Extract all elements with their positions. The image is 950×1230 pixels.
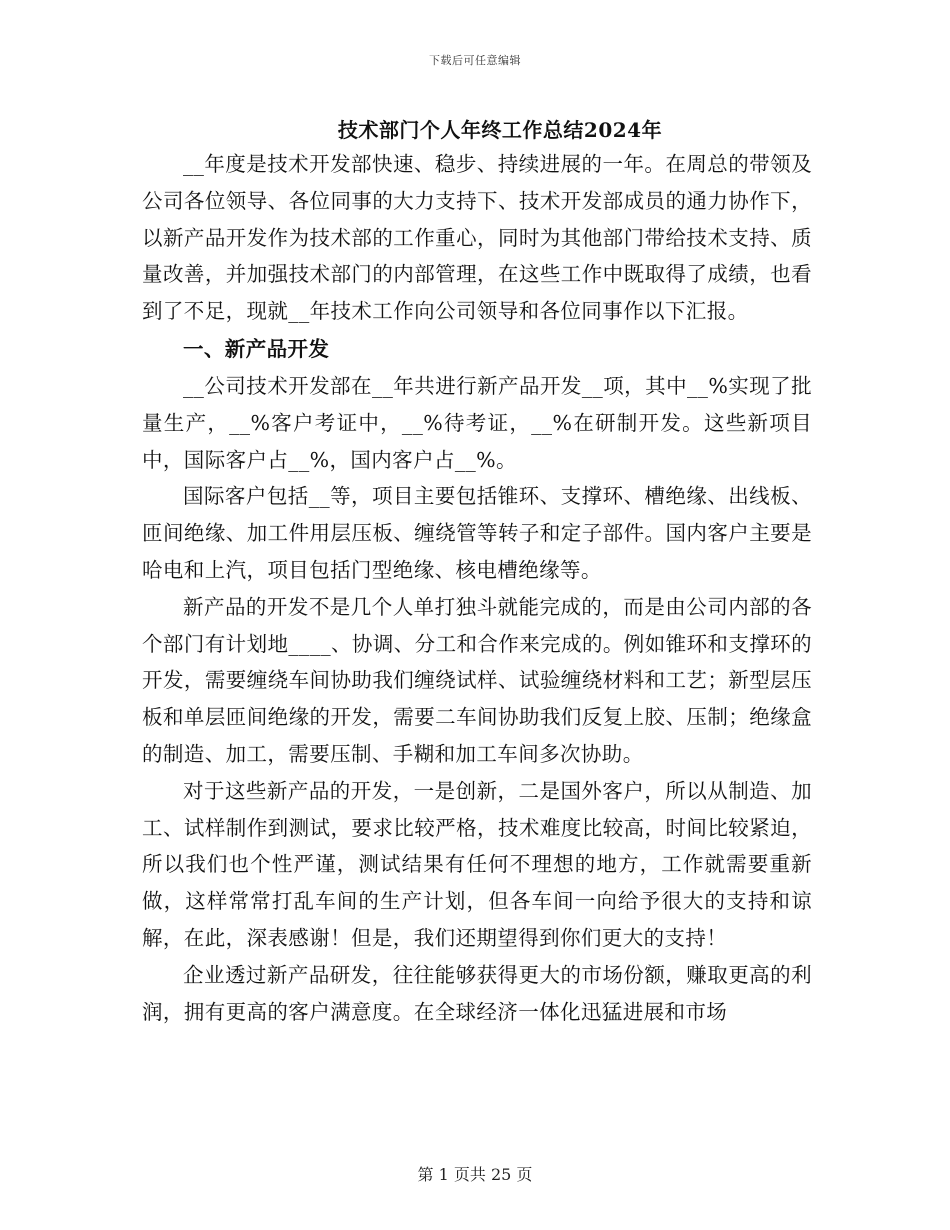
body-paragraph: 对于这些新产品的开发，一是创新，二是国外客户，所以从制造、加工、试样制作到测试，要求比较严格，技术难度比较高，时间比较紧迫，所以我们也个性严谨，测试结果有任何不理想的地方，工作就需要重新做，这样常常打乱车间的生产计划，但各车间一向给予很大的支持和谅解，在此，深表感谢！但是，我们还期望得到你们更大的支持！ bbox=[142, 778, 812, 950]
document-title: 技术部门个人年终工作总结2024年 bbox=[337, 118, 663, 142]
body-paragraph: 新产品的开发不是几个人单打独斗就能完成的，而是由公司内部的各个部门有计划地____、协调、分工和合作来完成的。例如锥环和支撑环的开发，需要缠绕车间协助我们缠绕试样、试验缠绕材料和工艺；新型层压板和单层匝间绝缘的开发，需要二车间协助我们反复上胶、压制；绝缘盒的制造、加工，需要压制、手糊和加工车间多次协助。 bbox=[142, 594, 812, 766]
page-number: 第 1 页共 25 页 bbox=[417, 1165, 533, 1184]
section-heading: 一、新产品开发 bbox=[183, 336, 330, 361]
intro-paragraph: __年度是技术开发部快速、稳步、持续进展的一年。在周总的带领及公司各位领导、各位同事的大力支持下、技术开发部成员的通力协作下，以新产品开发作为技术部的工作重心，同时为其他部门带给技术支持、质量改善，并加强技术部门的内部管理，在这些工作中既取得了成绩，也看到了不足，现就__年技术工作向公司领导和各位同事作以下汇报。 bbox=[142, 152, 812, 324]
document-body bbox=[142, 146, 812, 1030]
body-paragraph: 国际客户包括__等，项目主要包括锥环、支撑环、槽绝缘、出线板、匝间绝缘、加工件用层压板、缠绕管等转子和定子部件。国内客户主要是哈电和上汽，项目包括门型绝缘、核电槽绝缘等。 bbox=[142, 484, 812, 582]
page-header-note: 下载后可任意编辑 bbox=[429, 54, 521, 67]
body-paragraph: 企业透过新产品研发，往往能够获得更大的市场份额，赚取更高的利润，拥有更高的客户满意度。在全球经济一体化迅猛进展和市场 bbox=[142, 962, 812, 1024]
body-paragraph: __公司技术开发部在__年共进行新产品开发__项，其中__%实现了批量生产，__%客户考证中，__%待考证，__%在研制开发。这些新项目中，国际客户占__%，国内客户占__%。 bbox=[142, 373, 812, 472]
